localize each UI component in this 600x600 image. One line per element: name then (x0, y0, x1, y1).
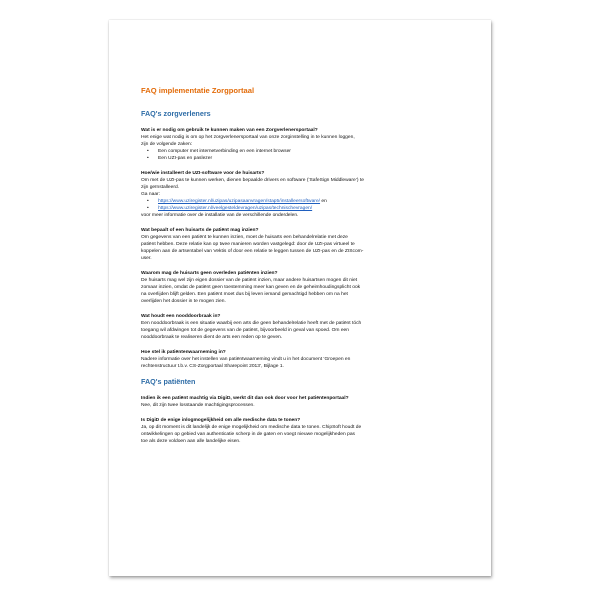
document-title: FAQ implementatie Zorgportaal (141, 86, 255, 95)
faq-answer-line: nooddoorbraak te realiseren dient de arts een reden op te geven. (141, 335, 283, 340)
faq-answer-line: zomaar inzien, omdat de patiënt geen toestemming meer kan geven en de geheimhoudingsplicht ook (141, 285, 361, 290)
faq-item (141, 270, 459, 305)
bullet-item (141, 205, 459, 212)
faq-item (141, 313, 459, 341)
bullet-item (141, 155, 459, 162)
faq-answer-line: patiënt hebben. Deze relatie kan op twee manieren worden vastgelegd: door de UZI-pas virtueel te (141, 242, 355, 247)
bullet-icon: • (147, 199, 149, 204)
faq-answer-line: Nee, dit zijn twee losstaande machtigingsprocessen. (141, 403, 255, 409)
faq-question: Hoe/wie installeert de UZI-software voor de huisarts? (141, 171, 265, 176)
bullet-icon: • (147, 149, 149, 154)
faq-question: Wat is er nodig om gebruik te kunnen maken van een Zorgverlenersportaal? (141, 128, 318, 133)
faq-item (141, 170, 459, 219)
faq-answer-line: Nadere informatie over het instellen van patiëntwaarneming vindt u in het document ‘Groepen en (141, 357, 351, 362)
bullet-item (141, 198, 459, 205)
faq-question: Wat bepaalt of een huisarts de patiënt mag inzien? (141, 228, 259, 233)
faq-answer-line: Om gegevens van een patiënt te kunnen inzien, moet de huisarts een behandelrelatie met deze (141, 235, 348, 240)
document-page (109, 20, 491, 576)
faq-item (141, 417, 459, 445)
bullet-item (141, 148, 459, 155)
bullet-text: Een computer met internetverbinding en een internet browser (158, 149, 291, 154)
faq-answer-line: overlijden het dossier in te mogen zien. (141, 299, 226, 304)
faq-item (141, 395, 459, 409)
faq-answer-line: Een nooddoorbraak is een situatie waarbij een arts die geen behandelrelatie heeft met de patiënt tóch (141, 321, 362, 326)
faq-answer-line: Ja, op dit moment is dit landelijk de enige mogelijkheid om medische data te tonen. ChipSoft houdt de (141, 425, 362, 431)
faq-item (141, 127, 459, 162)
bullet-text: en (320, 199, 327, 204)
faq-answer-line: user. (141, 256, 152, 261)
faq-item (141, 349, 459, 370)
faq-answer-line: rechtenstructuur t.b.v. CS-Zorgportaal Sharepoint 2013’, Bijlage 1. (141, 364, 284, 369)
faq-answer-line: toe als deze voldoen aan alle landelijke eisen. (141, 439, 241, 445)
document-content (141, 87, 459, 453)
uzi-install-link[interactable]: https://www.uziregister.nl/uzipas/uzipasaanvragen/stap5/installeersoftware/ (158, 199, 321, 204)
faq-question: Wat houdt een nooddoorbraak in? (141, 314, 221, 319)
bullet-icon: • (147, 156, 149, 161)
faq-answer-line: De huisarts mag wel zijn eigen dossier van de patiënt inzien, maar andere huisartsen mogen dit niet (141, 278, 358, 283)
section-title-patienten: FAQ's patiënten (141, 377, 196, 386)
faq-answer-line: ontwikkelingen op gebied van authenticatie scherp in de gaten en voegt nieuwe mogelijkheden pas (141, 432, 355, 438)
faq-answer-line: Ga naar: (141, 192, 161, 197)
faq-answer-line: Het enige wat nodig is om op het zorgverlenersportaal van onze zorginstelling in te kunnen loggen, (141, 135, 355, 140)
faq-question: Waarom mag de huisarts geen overleden patiënten inzien? (141, 271, 278, 276)
faq-answer-line: voor meer informatie over de installatie van de verschillende onderdelen. (141, 213, 299, 218)
faq-answer-line: na overlijden blijft gelden. Een patiënt moet dus bij leven iemand gemachtigd hebben om na het (141, 292, 348, 297)
uzi-faq-link[interactable]: https://www.uziregister.nl/veelgesteldevragen/uzipas/technischevragen/ (158, 206, 313, 211)
faq-question: Indien ik een patiënt machtig via DigiD, werkt dit dan ook door voor het patiëntenportaal? (141, 396, 349, 402)
faq-item (141, 227, 459, 262)
faq-answer-line: koppelen aan de artsentabel van Vektis of door een relatie te leggen tussen de UZI-pas en de ZIScom- (141, 249, 364, 254)
faq-answer-line: toegang wil afdwingen tot de gegevens van de patiënt, bijvoorbeeld in geval van spoed. Om een (141, 328, 349, 333)
section-title-zorgverleners: FAQ's zorgverleners (141, 108, 211, 118)
bullet-text: Een UZI-pas en paslezer (158, 156, 213, 161)
faq-question: Is DigiD de enige inlogmogelijkheid om alle medische data te tonen? (141, 418, 301, 424)
faq-question: Hoe stel ik patiëntenwaarneming in? (141, 350, 226, 355)
faq-answer-line: zijn geïnstalleerd. (141, 185, 180, 190)
faq-answer-line: Om met de UZI-pas te kunnen werken, dienen bepaalde drivers en software (‘SafeSign Middleware’) te (141, 178, 364, 183)
bullet-icon: • (147, 206, 149, 211)
faq-answer-line: zijn de volgende zaken: (141, 142, 193, 147)
